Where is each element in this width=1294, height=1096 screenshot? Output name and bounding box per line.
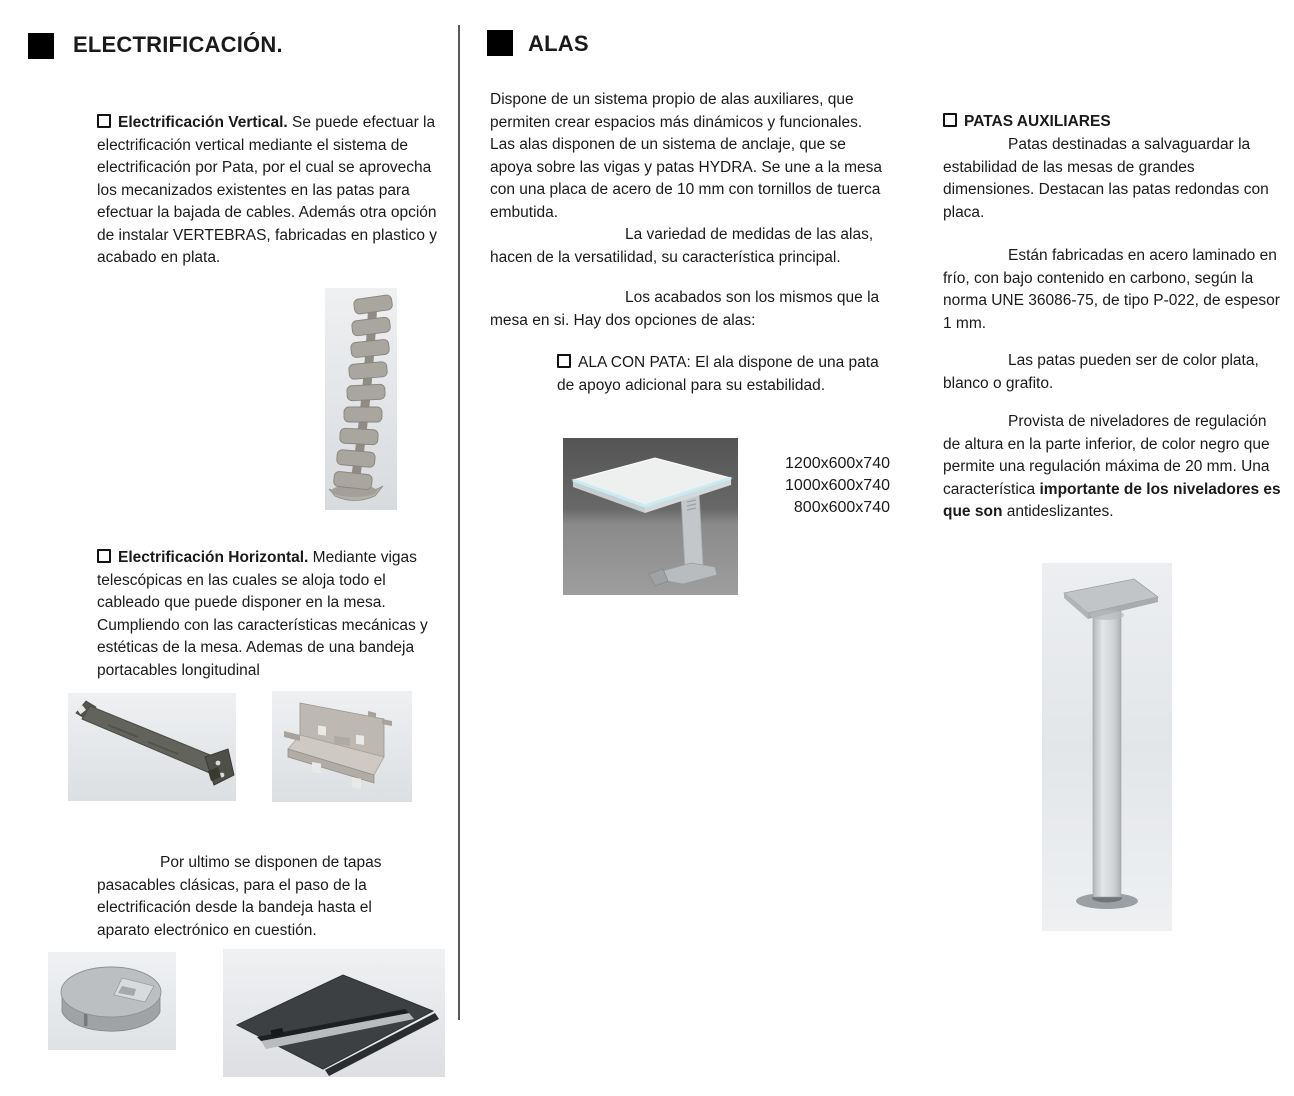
checkbox-bullet-icon <box>557 354 571 368</box>
paragraph-patas-1: Patas destinadas a salvaguardar la estabilidad de las mesas de grandes dimensiones. Destacan las patas redondas con placa. <box>943 136 1269 221</box>
column-divider <box>458 25 460 1020</box>
paragraph-alas-acabados: Los acabados son los mismos que la mesa en si. Hay dos opciones de alas: <box>490 289 880 329</box>
paragraph-tapas-pasacables: Por ultimo se disponen de tapas pasacables clásicas, para el paso de la electrificación desde la bandeja hasta el aparato electrónico en cuestión. <box>97 854 382 939</box>
auxiliary-leg-image <box>1042 563 1172 931</box>
paragraph-ala-con-pata <box>557 352 895 397</box>
cable-lid-image <box>223 949 445 1077</box>
checkbox-bullet-icon <box>97 114 111 128</box>
dimension-item: 800x600x740 <box>793 499 890 516</box>
run-ala-con-pata: ALA CON PATA: El ala dispone de una pata de apoyo adicional para su estabilidad. <box>557 354 879 394</box>
vertebra-cable-spine-icon <box>325 288 397 510</box>
dimension-item: 1000x600x740 <box>785 477 890 494</box>
cable-tray-icon <box>272 691 412 802</box>
run-title-horizontal: Electrificación Horizontal. <box>118 549 309 566</box>
paragraph-alas-variedad: La variedad de medidas de las alas, hacen de la versatilidad, su característica principal. <box>490 226 874 266</box>
telescopic-beam-image <box>68 693 236 801</box>
paragraph-alas-intro: Dispone de un sistema propio de alas auxiliares, que permiten crear espacios más dinámicos y funcionales. Las alas disponen de un sistema de anclaje, que se apoya sobre las vigas y patas HYDRA. Se une a la mesa con una placa de acero de 10 mm con tornillos de tuerca embutida. <box>490 91 883 221</box>
telescopic-beam-icon <box>68 693 236 801</box>
cable-grommet-image <box>48 952 176 1050</box>
ala-dimensions-list <box>778 453 890 519</box>
vertebra-cable-spine-image <box>325 288 397 510</box>
checkbox-bullet-icon <box>943 113 957 127</box>
run-patas-heading: PATAS AUXILIARES <box>964 113 1111 130</box>
run-niveladores-bold: importante de los niveladores es que son <box>943 480 1281 520</box>
checkbox-bullet-icon <box>97 549 111 563</box>
cable-lid-icon <box>223 949 445 1077</box>
paragraph-patas-2: Están fabricadas en acero laminado en frío, con bajo contenido en carbono, según la norma UNE 36086-75, de tipo P-022, de espesor 1 mm. <box>943 247 1280 332</box>
paragraph-patas-3: Las patas pueden ser de color plata, blanco o grafito. <box>943 352 1259 392</box>
paragraph-electrificacion-horizontal <box>97 547 442 682</box>
ala-desk-icon <box>563 438 738 595</box>
cable-tray-image <box>272 691 412 802</box>
section-square-icon <box>487 30 513 56</box>
section-title-electrificacion: ELECTRIFICACIÓN. <box>73 32 283 57</box>
run-niveladores-end: antideslizantes. <box>1002 503 1114 520</box>
section-square-icon <box>28 33 54 59</box>
ala-desk-image <box>563 438 738 595</box>
paragraph-patas-4 <box>943 411 1285 524</box>
section-title-alas: ALAS <box>528 31 589 56</box>
auxiliary-leg-icon <box>1042 563 1172 931</box>
run-body-horizontal: Mediante vigas telescópicas en las cuales se aloja todo el cableado que puede disponer en la mesa. Cumpliendo con las características mecánicas y estéticas de la mesa. Ademas de una bandeja portacables longitudinal <box>97 549 428 679</box>
heading-patas-auxiliares <box>943 111 1285 134</box>
paragraph-electrificacion-vertical <box>97 112 442 270</box>
run-title-vertical: Electrificación Vertical. <box>118 114 288 131</box>
cable-grommet-icon <box>48 952 176 1050</box>
run-body-vertical: Se puede efectuar la electrificación vertical mediante el sistema de electrificación por Pata, por el cual se aprovecha los mecanizados existentes en las patas para efectuar la bajada de cables. Además otra opción de instalar VERTEBRAS, fabricadas en plastico y acabado en plata. <box>97 114 438 266</box>
dimension-item: 1200x600x740 <box>785 455 890 472</box>
run-niveladores-normal: Provista de niveladores de regulación de altura en la parte inferior, de color negro que permite una regulación máxima de 20 mm. Una característica <box>943 413 1270 498</box>
